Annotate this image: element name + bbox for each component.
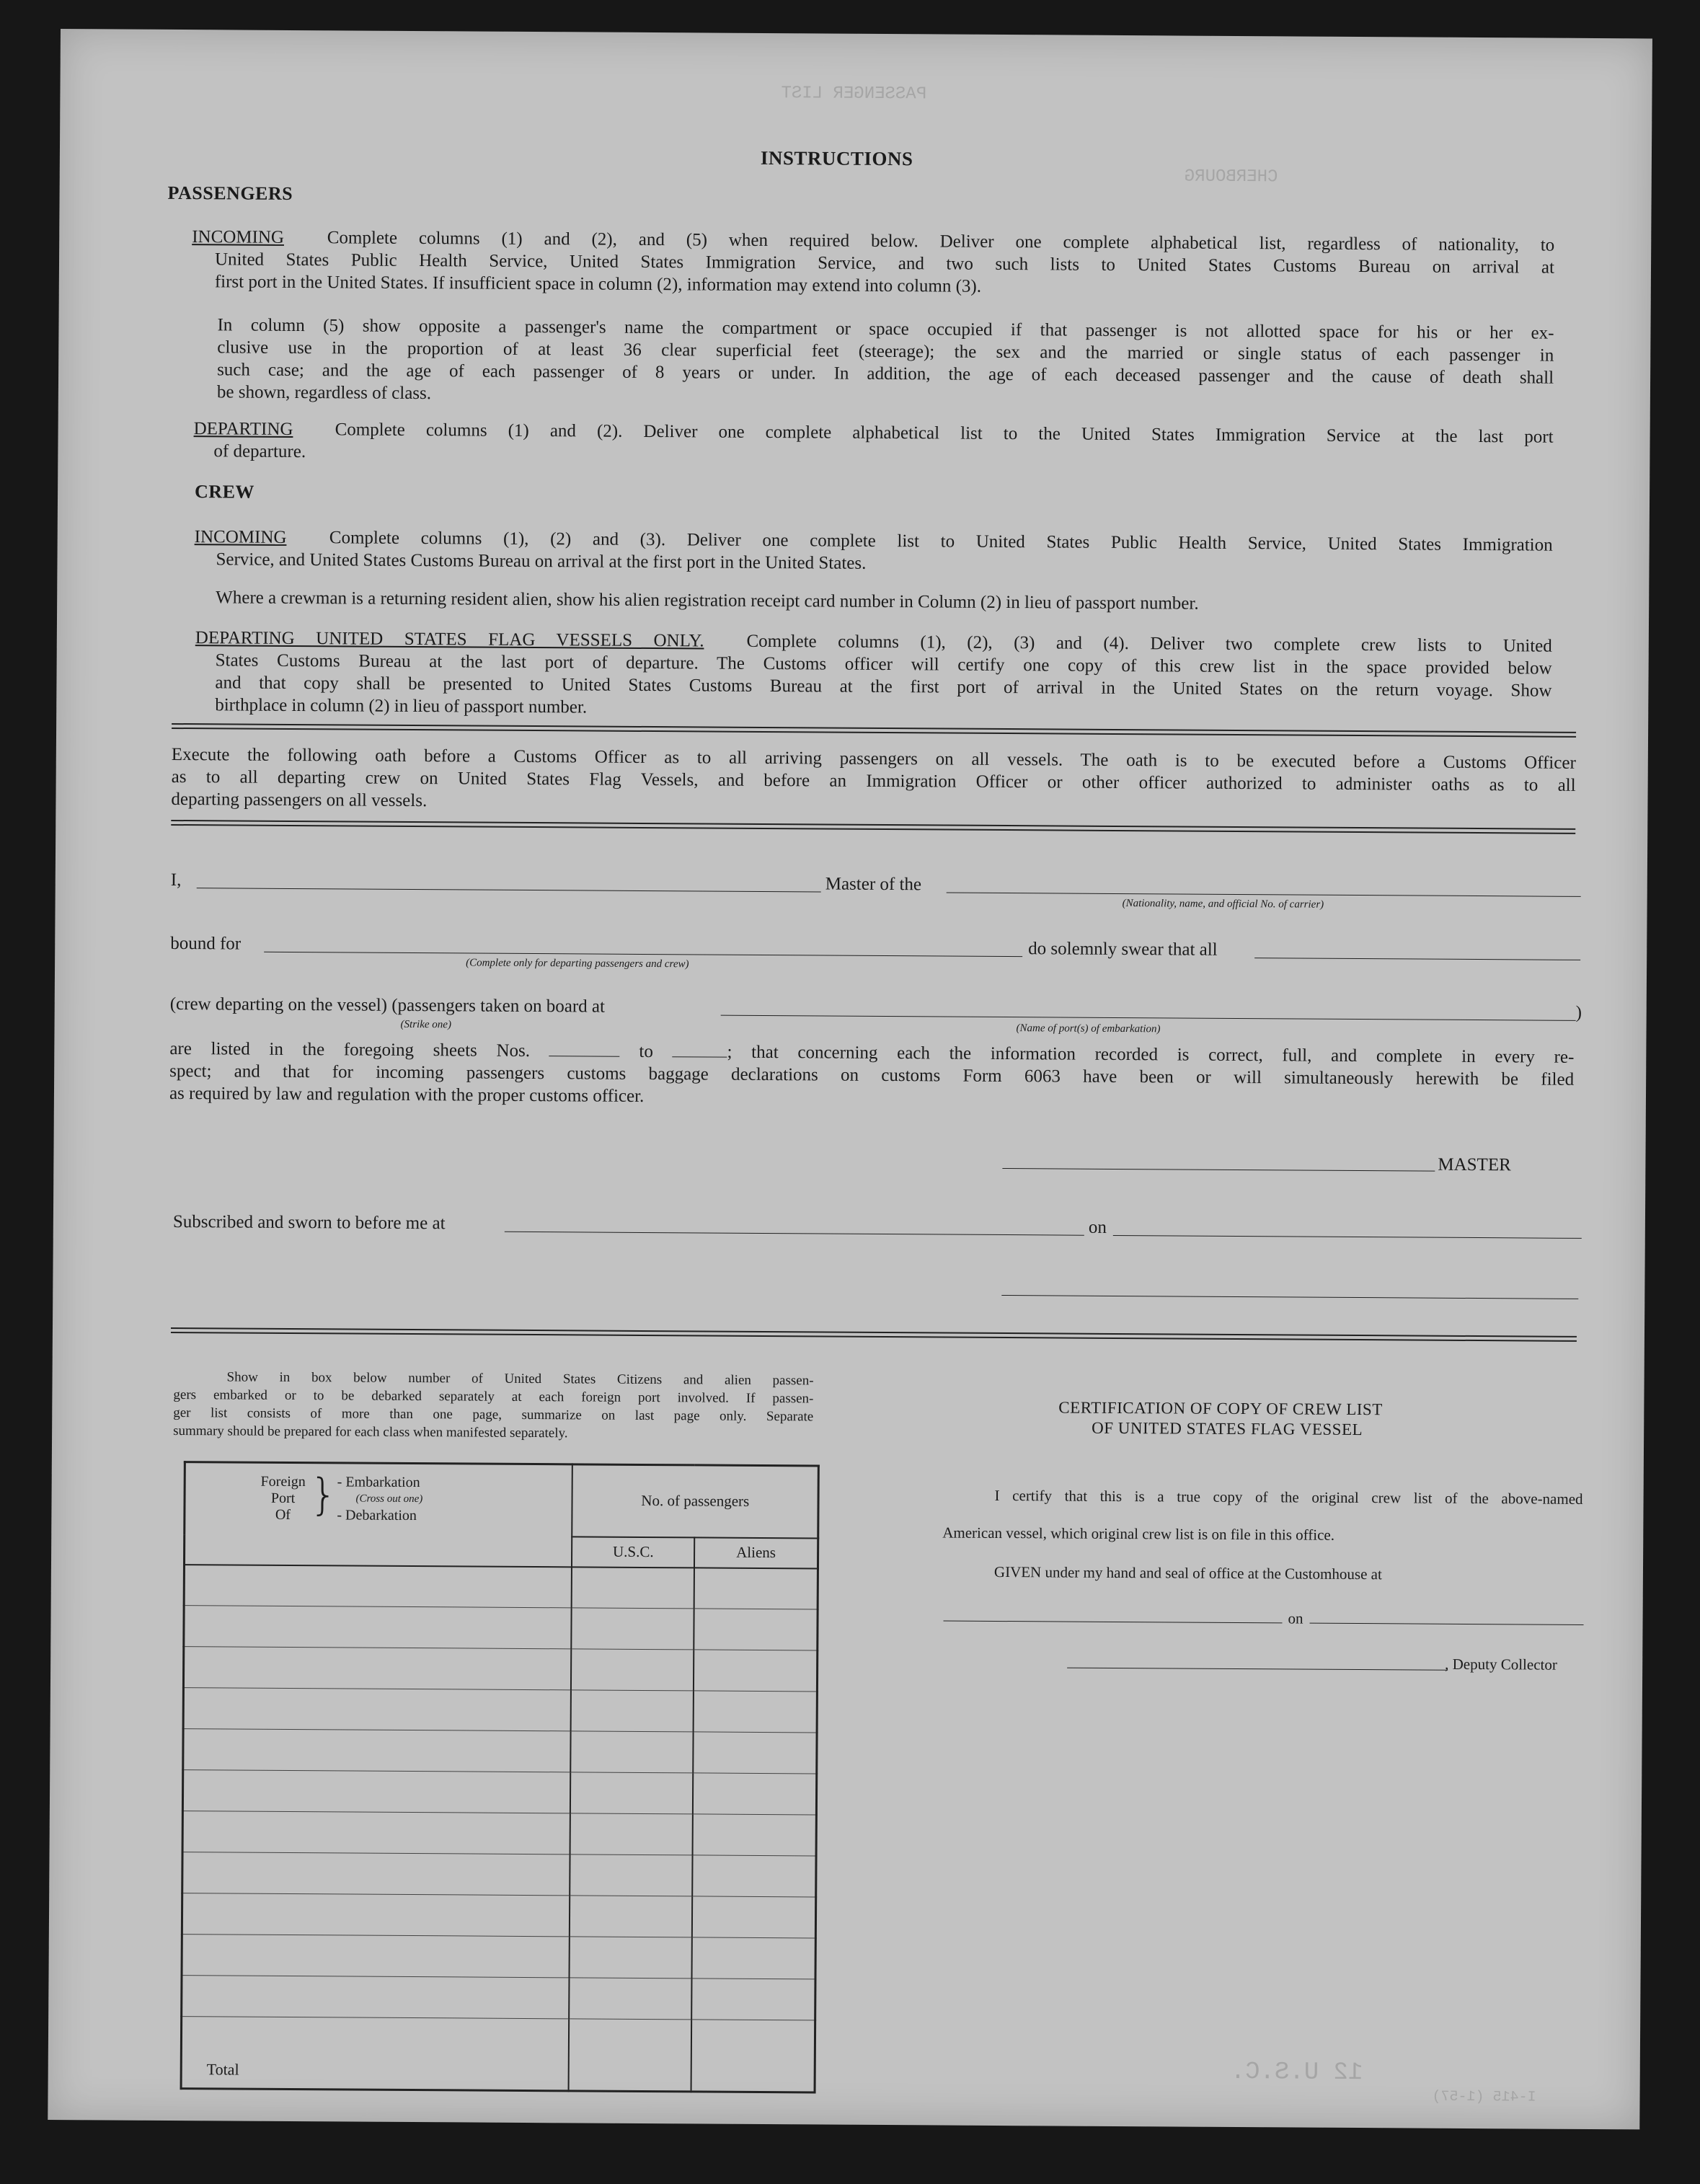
subscribed-date-field[interactable] bbox=[1113, 1235, 1582, 1239]
table-row bbox=[182, 1893, 815, 1938]
no-passengers-header: No. of passengers bbox=[572, 1464, 819, 1538]
foreign-port-header bbox=[184, 1462, 572, 1567]
certification-line: American vessel, which original crew list is on file in this office. bbox=[942, 1524, 1335, 1544]
table-row bbox=[183, 1647, 817, 1692]
crew-incoming-label: INCOMING bbox=[194, 527, 287, 547]
table-row bbox=[182, 1935, 815, 1979]
aliens-cell[interactable] bbox=[692, 1855, 816, 1897]
subscribed-place-field[interactable] bbox=[505, 1232, 1084, 1236]
port-cell[interactable] bbox=[183, 1688, 571, 1731]
aliens-cell[interactable] bbox=[693, 1773, 817, 1815]
crew-flag-label: DEPARTING UNITED STATES FLAG VESSELS ONLY. bbox=[195, 628, 704, 651]
passengers-departing-block bbox=[194, 417, 1554, 448]
passengers-incoming-cont bbox=[215, 248, 1554, 301]
listed-paragraph bbox=[169, 1038, 1575, 1113]
usc-cell[interactable] bbox=[570, 1854, 693, 1896]
passengers-departing-line: of departure. bbox=[213, 441, 306, 462]
divider bbox=[171, 1327, 1577, 1342]
port-caption: (Name of port(s) of embarkation) bbox=[1016, 1022, 1161, 1035]
table-row bbox=[182, 1852, 816, 1897]
passengers-departing-label: DEPARTING bbox=[193, 419, 293, 439]
usc-cell[interactable] bbox=[572, 1567, 694, 1609]
column5-line: be shown, regardless of class. bbox=[216, 382, 432, 404]
table-row bbox=[182, 1976, 815, 2020]
usc-cell[interactable] bbox=[571, 1690, 694, 1732]
crew-heading: CREW bbox=[194, 481, 255, 503]
total-usc-cell[interactable] bbox=[569, 2019, 691, 2092]
aliens-cell[interactable] bbox=[693, 1814, 817, 1856]
of-label: Of bbox=[275, 1506, 291, 1523]
certification-given: GIVEN under my hand and seal of office at the Customhouse at bbox=[993, 1562, 1382, 1583]
crew-flag-line: and that copy shall be presented to United States Customs Bureau at the first port of arrival in the United States on the return voyage. Show bbox=[215, 673, 1552, 701]
strike-one-caption: (Strike one) bbox=[400, 1018, 452, 1031]
summary-instructions bbox=[173, 1368, 814, 1444]
usc-cell[interactable] bbox=[572, 1608, 694, 1650]
close-paren: ) bbox=[1575, 1002, 1582, 1022]
aliens-cell[interactable] bbox=[693, 1732, 817, 1774]
crew-alien-text: Where a crewman is a returning resident alien, show his alien registration receipt card number in Column (2) in lieu of passport number. bbox=[216, 588, 1199, 614]
passengers-departing-text: Complete columns (1) and (2). Deliver one complete alphabetical list to the United States Immigration Service at the last port bbox=[335, 420, 1554, 447]
usc-cell[interactable] bbox=[570, 1978, 692, 2020]
listed-text: ; that concerning each the information recorded is correct, full, and complete in every re- bbox=[727, 1042, 1575, 1067]
aliens-cell[interactable] bbox=[694, 1650, 818, 1692]
passengers-incoming-label: INCOMING bbox=[192, 227, 285, 247]
aliens-cell[interactable] bbox=[691, 1979, 815, 2020]
usc-cell[interactable] bbox=[570, 1937, 692, 1979]
usc-cell[interactable] bbox=[570, 1772, 693, 1814]
total-aliens-cell[interactable] bbox=[691, 2020, 815, 2092]
show-through-form: I-415 (1-57) bbox=[1432, 2088, 1536, 2106]
passenger-summary-table bbox=[180, 1461, 820, 2093]
port-cell[interactable] bbox=[183, 1729, 571, 1772]
aliens-cell[interactable] bbox=[694, 1568, 818, 1609]
port-cell[interactable] bbox=[182, 1770, 570, 1813]
certification-title-line: CERTIFICATION OF COPY OF CREW LIST bbox=[1058, 1398, 1383, 1419]
certification-title bbox=[1058, 1397, 1383, 1440]
crew-flag-line: birthplace in column (2) in lieu of passport number. bbox=[215, 695, 588, 717]
deputy-signature-field[interactable] bbox=[1067, 1668, 1448, 1671]
subscribed-on-label: on bbox=[1088, 1217, 1107, 1237]
table-row bbox=[183, 1688, 817, 1733]
carrier-field[interactable] bbox=[947, 893, 1581, 897]
table-row bbox=[184, 1565, 818, 1609]
port-cell[interactable] bbox=[182, 1852, 570, 1896]
crew-flag-text: Complete columns (1), (2), (3) and (4). Deliver two complete crew lists to United bbox=[746, 631, 1552, 656]
master-of-the-label: Master of the bbox=[825, 874, 922, 895]
brace-icon: } bbox=[309, 1469, 337, 1521]
table-row bbox=[183, 1729, 817, 1774]
sheet-from-field[interactable] bbox=[549, 1043, 620, 1057]
aliens-header: Aliens bbox=[694, 1537, 818, 1568]
embarkation-label: - Embarkation bbox=[337, 1474, 420, 1491]
oath-intro-line: Execute the following oath before a Customs Officer as to all arriving passengers on all vessels. The oath is to be executed before a Customs Officer bbox=[171, 744, 1576, 773]
certification-line: I certify that this is a true copy of the original crew list of the above-named bbox=[994, 1486, 1583, 1508]
summary-line: summary should be prepared for each class when manifested separately. bbox=[173, 1423, 568, 1441]
listed-text: are listed in the foregoing sheets Nos. bbox=[169, 1038, 531, 1061]
usc-header: U.S.C. bbox=[572, 1537, 694, 1568]
crew-incoming-line: Service, and United States Customs Bureau on arrival at the first port in the United States. bbox=[216, 549, 867, 573]
swear-field[interactable] bbox=[1254, 958, 1580, 960]
certification-on: on bbox=[1288, 1609, 1303, 1627]
subscribed-label: Subscribed and sworn to before me at bbox=[172, 1211, 446, 1234]
passengers-incoming-text: Complete columns (1) and (2), and (5) when required below. Deliver one complete alphabetical list, regardless of nationality, to bbox=[327, 228, 1555, 255]
crew-incoming-text: Complete columns (1), (2) and (3). Deliver one complete list to United States Public Health Service, United States Immigration bbox=[329, 528, 1553, 555]
foreign-label: Foreign bbox=[260, 1473, 306, 1490]
show-through-text: CHERBOURG bbox=[1184, 167, 1278, 187]
bound-for-field[interactable] bbox=[264, 952, 1022, 957]
page-title: INSTRUCTIONS bbox=[760, 146, 913, 170]
total-label: Total bbox=[181, 2017, 570, 2091]
sheet-to-field[interactable] bbox=[673, 1043, 727, 1057]
master-signature-field[interactable] bbox=[1002, 1168, 1435, 1172]
cross-out-label: (Cross out one) bbox=[355, 1493, 423, 1506]
debarkation-label: - Debarkation bbox=[337, 1507, 417, 1524]
oath-intro bbox=[171, 743, 1576, 819]
table-row bbox=[184, 1606, 818, 1650]
carrier-caption: (Nationality, name, and official No. of carrier) bbox=[1122, 898, 1324, 911]
crew-flag-line: States Customs Bureau at the last port of departure. The Customs officer will certify one copy of this crew list in the space provided below bbox=[215, 650, 1552, 678]
aliens-cell[interactable] bbox=[692, 1896, 816, 1938]
show-through-text: PASSENGER LIST bbox=[781, 84, 927, 105]
column5-line: clusive use in the proportion of at least 36 clear superficial feet (steerage); the sex and the married or single status of each passenger in bbox=[217, 337, 1554, 366]
passengers-incoming-line: United States Public Health Service, United States Immigration Service, and two such lists to United States Customs Bureau on arrival at bbox=[214, 249, 1555, 278]
port-cell[interactable] bbox=[182, 1893, 570, 1937]
passengers-heading: PASSENGERS bbox=[167, 182, 293, 204]
crew-flag-cont bbox=[215, 649, 1552, 724]
aliens-cell[interactable] bbox=[694, 1691, 818, 1733]
port-cell[interactable] bbox=[184, 1565, 572, 1608]
show-through-code: 12 U.S.C. bbox=[1230, 2058, 1363, 2087]
summary-line: Show in box below number of United States Citizens and alien passen- bbox=[226, 1369, 814, 1389]
master-label: MASTER bbox=[1438, 1154, 1511, 1175]
crew-departing-text: (crew departing on the vessel) (passengers taken on board at bbox=[169, 994, 606, 1017]
usc-cell[interactable] bbox=[571, 1649, 694, 1691]
listed-to: to bbox=[639, 1041, 653, 1062]
oath-i: I, bbox=[170, 870, 182, 890]
port-cell[interactable] bbox=[184, 1606, 572, 1649]
bound-for-label: bound for bbox=[170, 933, 242, 954]
deputy-collector-label: , Deputy Collector bbox=[1445, 1655, 1557, 1674]
port-cell[interactable] bbox=[182, 1976, 570, 2019]
certification-text bbox=[943, 1485, 1583, 1509]
aliens-cell[interactable] bbox=[691, 1937, 815, 1979]
port-cell[interactable] bbox=[183, 1647, 571, 1690]
table-row bbox=[182, 1811, 816, 1856]
usc-cell[interactable] bbox=[570, 1896, 692, 1937]
listed-line: as required by law and regulation with the proper customs officer. bbox=[169, 1083, 645, 1106]
divider bbox=[171, 820, 1575, 834]
port-cell[interactable] bbox=[182, 1935, 570, 1978]
divider bbox=[172, 723, 1576, 738]
oath-intro-line: departing passengers on all vessels. bbox=[171, 789, 428, 811]
bound-for-caption: (Complete only for departing passengers and crew) bbox=[466, 957, 689, 971]
customhouse-field[interactable] bbox=[944, 1621, 1283, 1624]
aliens-cell[interactable] bbox=[694, 1609, 818, 1650]
master-name-field[interactable] bbox=[197, 888, 821, 892]
officer-signature-field[interactable] bbox=[1001, 1295, 1578, 1299]
summary-line: ger list consists of more than one page, summarize on last page only. Separate bbox=[173, 1405, 814, 1425]
usc-cell[interactable] bbox=[571, 1731, 694, 1773]
table-row bbox=[182, 1770, 816, 1815]
total-row bbox=[181, 2017, 815, 2092]
solemnly-swear-text: do solemnly swear that all bbox=[1028, 939, 1218, 960]
column5-line: In column (5) show opposite a passenger's name the compartment or space occupied if that passenger is not allotted space for his or her ex- bbox=[217, 315, 1554, 343]
certification-date-field[interactable] bbox=[1310, 1623, 1584, 1625]
oath-intro-line: as to all departing crew on United States Flag Vessels, and before an Immigration Officer or other officer authorized to administer oaths as to all bbox=[171, 766, 1576, 795]
column5-paragraph bbox=[217, 314, 1554, 411]
document-page bbox=[48, 29, 1652, 2129]
summary-line: gers embarked or to be debarked separately at each foreign port involved. If passen- bbox=[173, 1387, 814, 1407]
certification-title-line: OF UNITED STATES FLAG VESSEL bbox=[1092, 1418, 1363, 1439]
usc-cell[interactable] bbox=[570, 1813, 693, 1855]
port-field[interactable] bbox=[721, 1015, 1576, 1021]
listed-line: spect; and that for incoming passengers customs baggage declarations on customs Form 6063 have been or will simultaneously herewith be filed bbox=[169, 1061, 1575, 1089]
passengers-incoming-line: first port in the United States. If insufficient space in column (2), information may extend into column (3). bbox=[214, 272, 982, 296]
port-cell[interactable] bbox=[182, 1811, 570, 1854]
port-label: Port bbox=[270, 1490, 296, 1507]
column5-line: such case; and the age of each passenger of 8 years or under. In addition, the age of each deceased passenger and the cause of death shall bbox=[217, 360, 1554, 388]
